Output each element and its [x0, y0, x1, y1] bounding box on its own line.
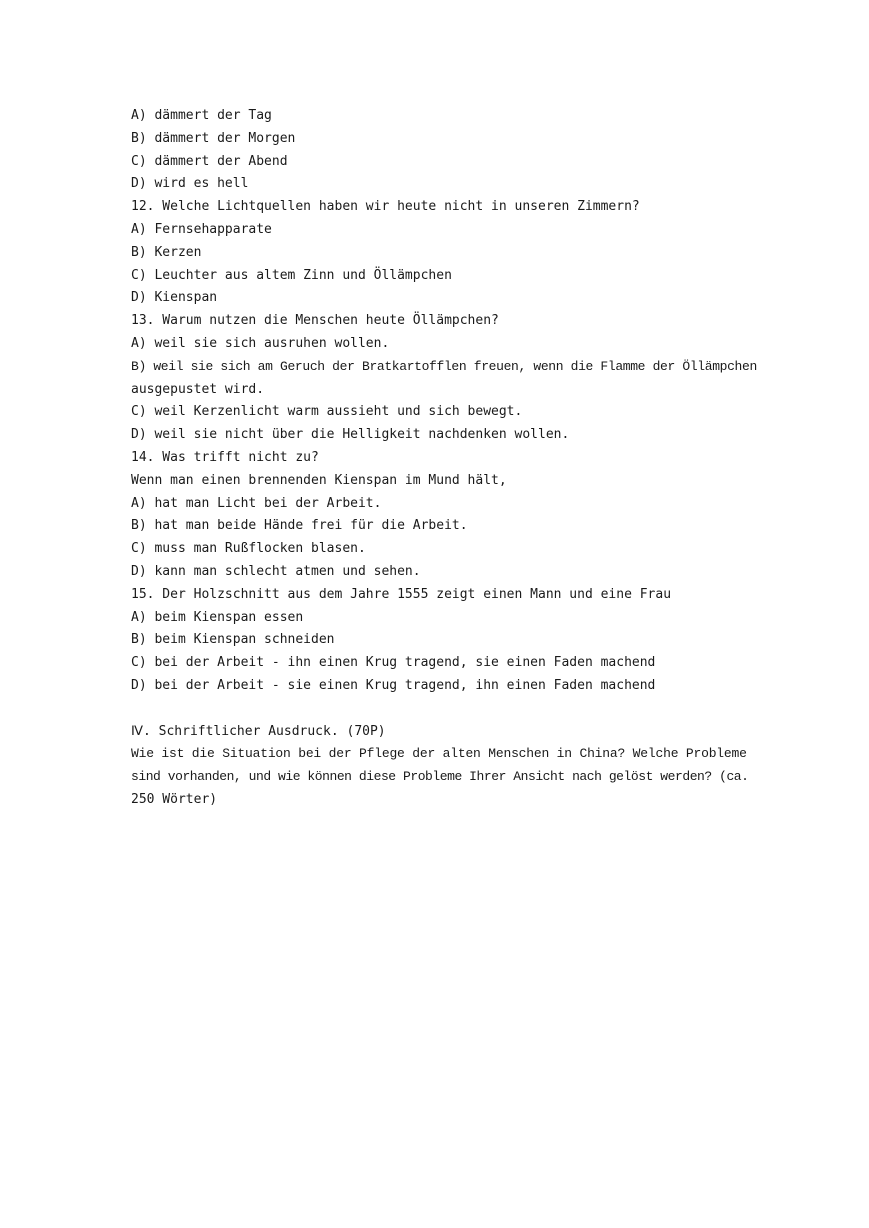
option-15-a: A) beim Kienspan essen	[131, 609, 304, 625]
option-12-d: D) Kienspan	[131, 290, 218, 306]
option-14-d: D) kann man schlecht atmen und sehen.	[131, 563, 421, 579]
exam-content	[131, 105, 757, 812]
option-11-a: A) dämmert der Tag	[131, 108, 272, 123]
section-4-prompt-line-2: sind vorhanden, und wie können diese Probleme Ihrer Ansicht nach gelöst werden? (ca.	[131, 769, 749, 785]
option-13-c: C) weil Kerzenlicht warm aussieht und sich bewegt.	[131, 404, 523, 420]
section-spacer	[131, 698, 751, 721]
option-14-b: B) hat man beide Hände frei für die Arbeit.	[131, 518, 468, 534]
question-14-stem: Wenn man einen brennenden Kienspan im Mund hält,	[131, 472, 507, 488]
question-14	[131, 447, 751, 584]
option-12-a: A) Fernsehapparate	[131, 221, 272, 237]
option-13-a: A) weil sie sich ausruhen wollen.	[131, 335, 390, 351]
question-15	[131, 584, 751, 698]
question-14-text: 14. Was trifft nicht zu?	[131, 449, 319, 465]
section-4-prompt-line-1: Wie ist die Situation bei der Pflege der alten Menschen in China? Welche Probleme	[131, 746, 747, 762]
option-15-d: D) bei der Arbeit - sie einen Krug tragend, ihn einen Faden machend	[131, 677, 656, 693]
option-11-b: B) dämmert der Morgen	[131, 130, 296, 146]
question-12-text: 12. Welche Lichtquellen haben wir heute nicht in unseren Zimmern?	[131, 199, 640, 215]
option-12-b: B) Kerzen	[131, 244, 202, 260]
option-14-c: C) muss man Rußflocken blasen.	[131, 541, 366, 557]
option-13-b: B) weil sie sich am Geruch der Bratkartofflen freuen, wenn die Flamme der Öllämpchen	[131, 358, 757, 374]
option-11-d: D) wird es hell	[131, 176, 249, 192]
question-15-text: 15. Der Holzschnitt aus dem Jahre 1555 zeigt einen Mann und eine Frau	[131, 586, 672, 602]
option-15-c: C) bei der Arbeit - ihn einen Krug tragend, sie einen Faden machend	[131, 655, 656, 671]
section-4-prompt-line-3: 250 Wörter)	[131, 791, 218, 807]
question-11-options	[131, 105, 751, 196]
question-13	[131, 310, 757, 447]
section-4-heading: Ⅳ. Schriftlicher Ausdruck. (70P)	[131, 723, 386, 739]
option-15-b: B) beim Kienspan schneiden	[131, 632, 335, 648]
question-12	[131, 196, 751, 310]
option-13-b-continued: ausgepustet wird.	[131, 381, 265, 397]
option-12-c: C) Leuchter aus altem Zinn und Öllämpchen	[131, 267, 452, 283]
section-4-writing	[131, 721, 751, 812]
option-13-d: D) weil sie nicht über die Helligkeit nachdenken wollen.	[131, 427, 570, 443]
option-14-a: A) hat man Licht bei der Arbeit.	[131, 495, 382, 511]
option-11-c: C) dämmert der Abend	[131, 153, 288, 169]
question-13-text: 13. Warum nutzen die Menschen heute Öllämpchen?	[131, 313, 499, 329]
